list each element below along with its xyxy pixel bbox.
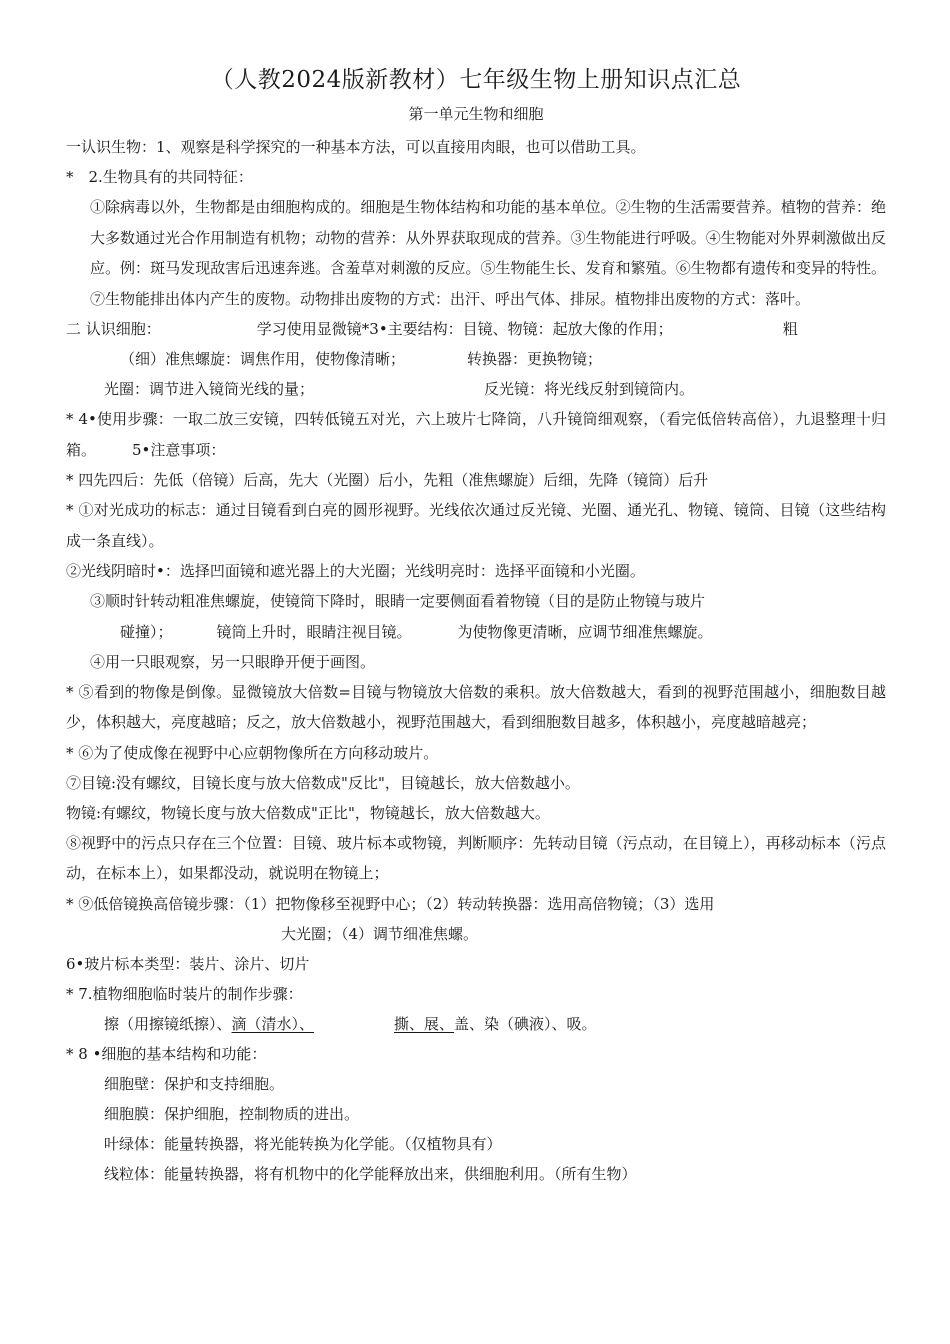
step-wipe: 擦（用擦镜纸擦）、 bbox=[104, 1015, 232, 1033]
unit-heading: 第一单元生物和细胞 bbox=[408, 105, 544, 123]
collision-text: 碰撞）； bbox=[120, 622, 173, 641]
paragraph-inverted-image: * ⑤看到的物像是倒像。显微镜放大倍数=目镜与物镜放大倍数的乘积。放大倍数越大，看到的视野范围越小，细胞数目越少，体积越大，亮度越暗；反之，放大倍数越小，视野范围越大，看到细胞数目越多，体积越小，亮度越暗越亮； bbox=[66, 682, 886, 731]
chloroplast-item: 叶绿体：能量转换器，将光能转换为化学能。（仅植物具有） bbox=[104, 1135, 502, 1153]
paragraph-usage-steps bbox=[66, 404, 886, 465]
diaphragm-text: 光圈：调节进入镜筒光线的量； bbox=[104, 380, 315, 398]
step-drop: 滴（清水）、 bbox=[231, 1015, 315, 1033]
fine-focus-text: 为使物像更清晰，应调节细准焦螺旋。 bbox=[457, 622, 713, 641]
four-before-four-after: * 四先四后：先低（倍镜）后高，先大（光圈）后小，先粗（准焦螺旋）后细，先降（镜筒）后升 bbox=[66, 471, 709, 489]
paragraph-lowering-tube: ③顺时针转动粗准焦螺旋，使镜筒下降时，眼睛一定要侧面看着物镜（目的是防止物镜与玻片 bbox=[90, 592, 706, 610]
paragraph-dirt-spots: ⑧视野中的污点只存在三个位置：目镜、玻片标本或物镜，判断顺序：先转动目镜（污点动，在目镜上），再移动标本（污点动，在标本上），如果都没动，就说明在物镜上； bbox=[66, 833, 886, 882]
paragraph-common-features: ①除病毒以外，生物都是由细胞构成的。细胞是生物体结构和功能的基本单位。②生物的生活需要营养。植物的营养：绝大多数通过光合作用制造有机物；动物的营养：从外界获取现成的营养。③生物能进行呼吸。④生物能对外界刺激做出反应。例：斑马发现敌害后迅速奔逃。含羞草对刺激的反应。⑤生物能生长、发育和繁殖。⑥生物都有遗传和变异的特性。⑦生物能排出体内产生的废物。动物排出废物的方式：出汗、呼出气体、排尿。植物排出废物的方式：落叶。 bbox=[90, 198, 886, 308]
cell-wall-item: 细胞壁：保护和支持细胞。 bbox=[104, 1075, 285, 1093]
section-label: 二 认识细胞： bbox=[66, 320, 161, 338]
temporary-mount-steps bbox=[66, 1009, 886, 1039]
section-recognize-cells bbox=[66, 314, 886, 344]
dim-light-tip: ②光线阴暗时•：选择凹面镜和遮光器上的大光圈；光线明亮时：选择平面镜和小光圈。 bbox=[66, 562, 645, 580]
objective-note: 物镜:有螺纹，物镜长度与放大倍数成"正比"，物镜越长，放大倍数越大。 bbox=[66, 803, 550, 822]
underlined-steps bbox=[232, 1015, 455, 1033]
lowering-tube-continued bbox=[66, 617, 886, 647]
precautions-heading: 5•注意事项： bbox=[132, 440, 226, 459]
microscope-structure-line-3 bbox=[66, 374, 886, 404]
microscope-structure-text: 学习使用显微镜*3•主要结构：目镜、物镜：起放大像的作用； bbox=[256, 320, 673, 338]
cell-membrane-item: 细胞膜：保护细胞，控制物质的进出。 bbox=[104, 1105, 360, 1123]
usage-steps-text: * 4•使用步骤：一取二放三安镜，四转低镜五对光，六上玻片七降筒，八升镜筒细观察，（看完低倍转高倍），九退整理十归箱。 bbox=[66, 410, 886, 459]
raising-tube-text: 镜筒上升时，眼睛注视目镜。 bbox=[216, 622, 412, 641]
section-recognize-organisms: 一认识生物：1、观察是科学探究的一种基本方法，可以直接用肉眼，也可以借助工具。 bbox=[66, 138, 646, 156]
slide-types: 6•玻片标本类型：装片、涂片、切片 bbox=[66, 955, 310, 973]
mirror-text: 反光镜：将光线反射到镜筒内。 bbox=[484, 380, 695, 398]
low-to-high-continued: 大光圈；（4）调节细准焦螺。 bbox=[281, 925, 479, 943]
eyepiece-note: ⑦目镜:没有螺纹，目镜长度与放大倍数成"反比"，目镜越长，放大倍数越小。 bbox=[66, 773, 580, 792]
heading-temporary-mount: * 7.植物细胞临时装片的制作步骤： bbox=[66, 985, 303, 1003]
step-tear-spread: 撕、展、 bbox=[394, 1015, 455, 1033]
mitochondria-item: 线粒体：能量转换器，将有机物中的化学能释放出来，供细胞利用。（所有生物） bbox=[104, 1165, 637, 1183]
one-eye-tip: ④用一只眼观察，另一只眼睁开便于画图。 bbox=[90, 652, 376, 671]
move-slide-tip: * ⑥为了使成像在视野中心应朝物像所在方向移动玻片。 bbox=[66, 743, 439, 762]
heading-cell-structure: * 8 •细胞的基本结构和功能： bbox=[66, 1045, 267, 1063]
paragraph-light-success: * ①对光成功的标志：通过目镜看到白亮的圆形视野。光线依次通过反光镜、光圈、通光孔、物镜、镜筒、目镜（这些结构成一条直线）。 bbox=[66, 501, 886, 550]
document-page bbox=[66, 62, 886, 1189]
coarse-label: 粗 bbox=[782, 320, 798, 338]
microscope-structure-line-2 bbox=[66, 344, 886, 374]
step-cover-stain-absorb: 盖、染（碘液）、吸。 bbox=[454, 1015, 597, 1033]
paragraph-low-to-high: * ⑨低倍镜换高倍镜步骤：（1）把物像移至视野中心；（2）转动转换器：选用高倍物镜；（3）选用 bbox=[66, 894, 715, 913]
document-title: （人教2024版新教材）七年级生物上册知识点汇总 bbox=[210, 67, 742, 93]
nosepiece-text: 转换器：更换物镜； bbox=[467, 350, 603, 368]
adjustment-knob-text: （细）准焦螺旋：调焦作用，使物像清晰； bbox=[120, 350, 406, 368]
heading-common-features: * 2.生物具有的共同特征： bbox=[66, 168, 253, 186]
